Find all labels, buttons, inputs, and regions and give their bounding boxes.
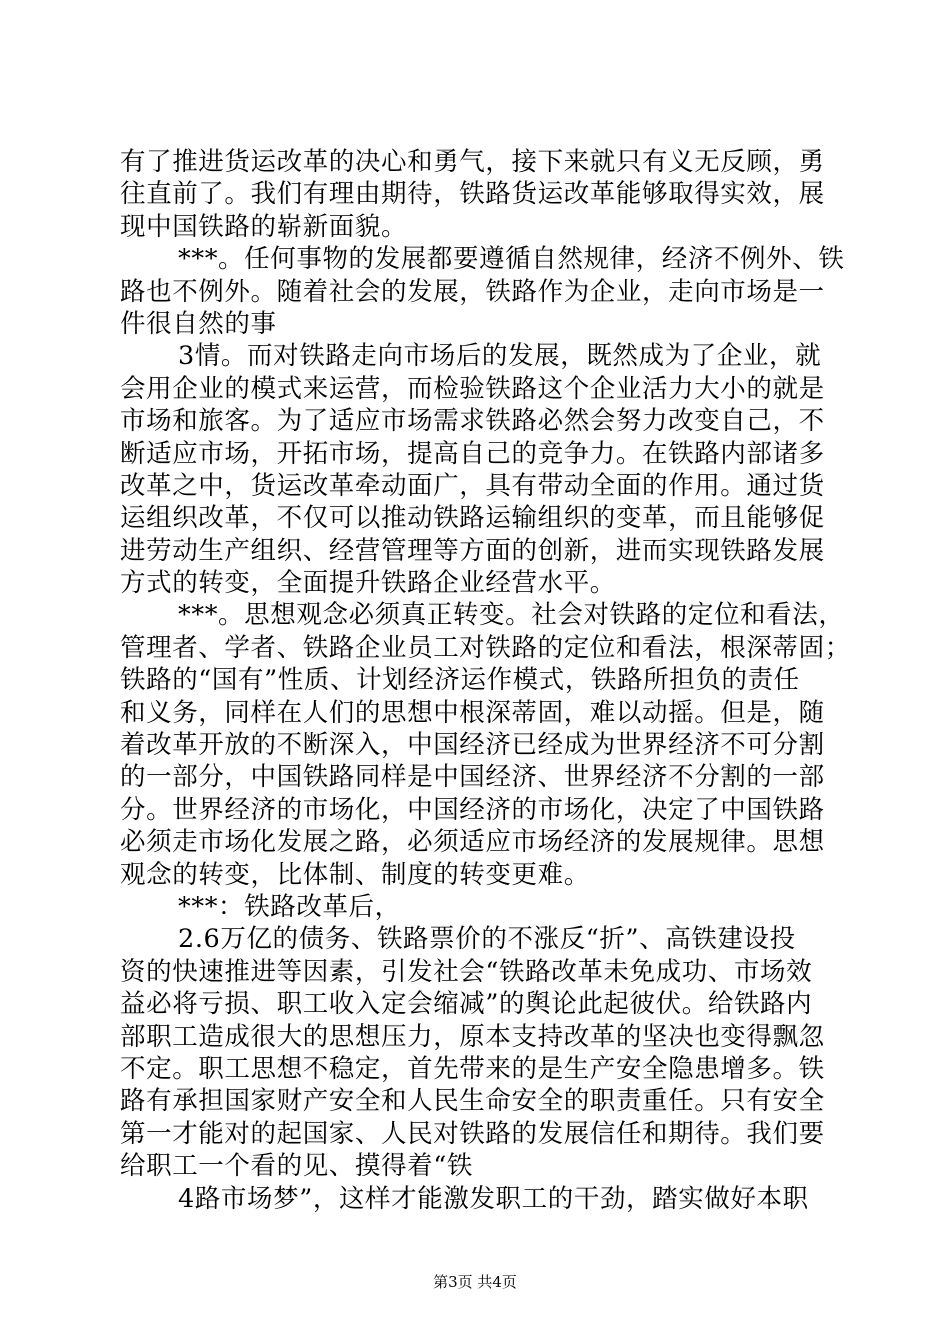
- text-line: 路也不例外。随着社会的发展，铁路作为企业，走向市场是一: [120, 276, 825, 307]
- text-line: ***：铁路改革后，: [178, 891, 401, 922]
- text-line: 进劳动生产组织、经营管理等方面的创新，进而实现铁路发展: [120, 535, 825, 566]
- text-line: 管理者、学者、铁路企业员工对铁路的定位和看法，根深蒂固；: [120, 632, 851, 663]
- text-line: 往直前了。我们有理由期待，铁路货运改革能够取得实效，展: [120, 179, 825, 210]
- text-line: 的一部分，中国铁路同样是中国经济、世界经济不分割的一部: [120, 762, 825, 793]
- text-line: 给职工一个看的见、摸得着“铁: [120, 1151, 473, 1182]
- text-line: 方式的转变，全面提升铁路企业经营水平。: [120, 568, 616, 599]
- text-line: 断适应市场，开拓市场，提高自己的竞争力。在铁路内部诸多: [120, 438, 825, 469]
- text-line: 4路市场梦”，这样才能激发职工的干劲，踏实做好本职: [178, 1183, 809, 1214]
- text-line: 路有承担国家财产安全和人民生命安全的职责重任。只有安全: [120, 1086, 825, 1117]
- text-line: 现中国铁路的崭新面貌。: [120, 211, 408, 242]
- text-line: 益必将亏损、职工收入定会缩减”的舆论此起彼伏。给铁路内: [120, 989, 813, 1020]
- text-line: 市场和旅客。为了适应市场需求铁路必然会努力改变自己，不: [120, 406, 825, 437]
- text-line: 着改革开放的不断深入，中国经济已经成为世界经济不可分割: [120, 730, 825, 761]
- text-line: ***。任何事物的发展都要遵循自然规律，经济不例外、铁: [178, 244, 845, 275]
- text-line: 铁路的“国有”性质、计划经济运作模式，铁路所担负的责任: [120, 665, 800, 696]
- text-line: 件很自然的事: [120, 308, 277, 339]
- text-line: 必须走市场化发展之路，必须适应市场经济的发展规律。思想: [120, 827, 825, 858]
- text-line: 不定。职工思想不稳定，首先带来的是生产安全隐患增多。铁: [120, 1053, 825, 1084]
- text-line: 资的快速推进等因素，引发社会“铁路改革未免成功、市场效: [120, 956, 813, 987]
- body-text: [120, 146, 851, 1215]
- text-line: 2.6万亿的债务、铁路票价的不涨反“折”、高铁建设投: [178, 924, 796, 955]
- text-line: 观念的转变，比体制、制度的转变更难。: [120, 859, 590, 890]
- text-line: ***。思想观念必须真正转变。社会对铁路的定位和看法，: [178, 600, 845, 631]
- text-line: 改革之中，货运改革牵动面广，具有带动全面的作用。通过货: [120, 470, 825, 501]
- text-line: 运组织改革，不仅可以推动铁路运输组织的变革，而且能够促: [120, 503, 825, 534]
- text-line: 第一才能对的起国家、人民对铁路的发展信任和期待。我们要: [120, 1118, 825, 1149]
- text-line: 3情。而对铁路走向市场后的发展，既然成为了企业，就: [178, 341, 822, 372]
- text-line: 部职工造成很大的思想压力，原本支持改革的坚决也变得飘忽: [120, 1021, 825, 1052]
- text-line: 有了推进货运改革的决心和勇气，接下来就只有义无反顾，勇: [120, 147, 825, 177]
- text-line: 分。世界经济的市场化，中国经济的市场化，决定了中国铁路: [120, 794, 825, 825]
- text-line: 会用企业的模式来运营，而检验铁路这个企业活力大小的就是: [120, 373, 825, 404]
- text-line: 和义务，同样在人们的思想中根深蒂固，难以动摇。但是，随: [120, 697, 825, 728]
- page-footer: 第3页 共4页: [433, 1273, 517, 1291]
